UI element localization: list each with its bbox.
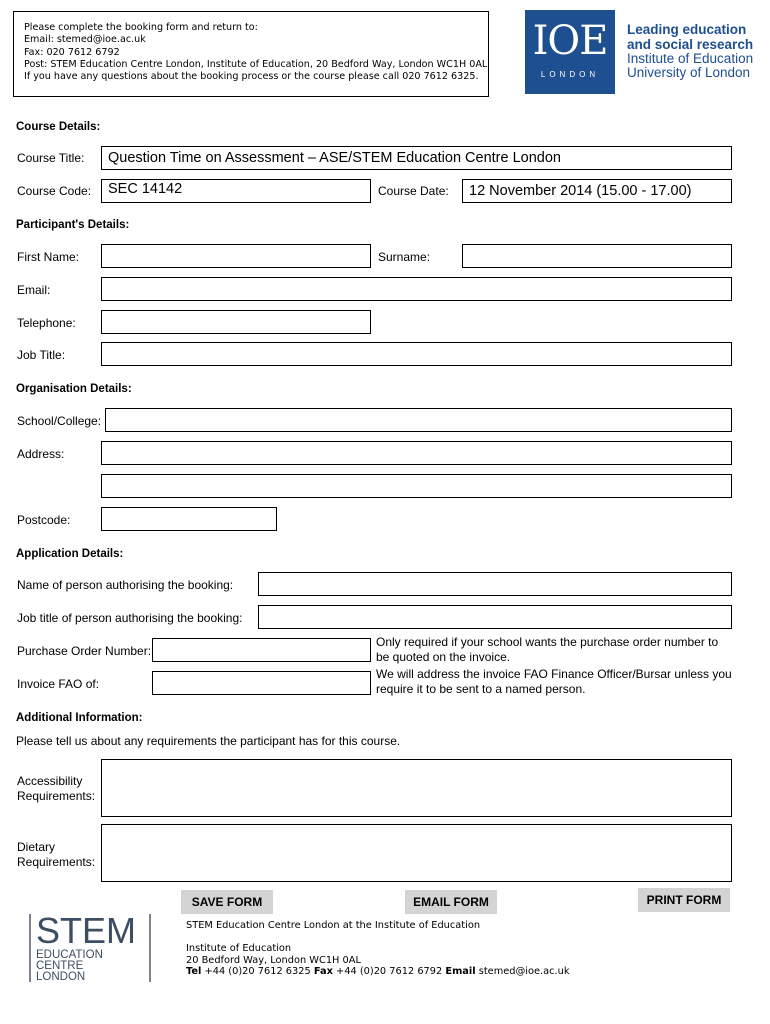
invoice-fao-note-line2: require it to be sent to a named person. (376, 682, 586, 696)
telephone-label: Telephone: (17, 316, 76, 330)
course-details-heading: Course Details: (16, 121, 101, 133)
print-form-button[interactable]: PRINT FORM (638, 888, 730, 912)
instructions-fax: Fax: 020 7612 6792 (24, 46, 120, 58)
postcode-label: Postcode: (17, 513, 71, 527)
dietary-label-line2: Requirements: (17, 855, 96, 869)
ioe-institution-name (627, 52, 753, 80)
stem-logo-line3: LONDON (36, 971, 86, 983)
ioe-tagline-line1: Leading education (627, 22, 747, 37)
ioe-tagline-line2: and social research (627, 37, 754, 52)
first-name-field[interactable] (101, 244, 371, 268)
instructions-email: Email: stemed@ioe.ac.uk (24, 34, 146, 46)
footer-fax-label: Fax (313, 966, 333, 977)
participant-details-heading: Participant's Details: (16, 219, 130, 231)
instructions-phone: If you have any questions about the booking process or the course please call 020 7612 6325. (24, 71, 479, 83)
ioe-name-line1: Institute of Education (627, 51, 754, 66)
telephone-field[interactable] (101, 310, 371, 334)
invoice-fao-note-line1: We will address the invoice FAO Finance Officer/Bursar unless you (376, 667, 732, 681)
course-title-field[interactable] (101, 146, 732, 170)
authoriser-job-label: Job title of person authorising the booking: (17, 611, 243, 625)
footer-address-line1: Institute of Education (186, 943, 292, 954)
course-date-label: Course Date: (378, 184, 449, 198)
instructions-line: Please complete the booking form and return to: (24, 22, 258, 33)
ioe-logo-letters: IOE (532, 18, 608, 64)
dietary-label (17, 840, 95, 870)
accessibility-label-line1: Accessibility (17, 774, 83, 788)
instructions-post: Post: STEM Education Centre London, Institute of Education, 20 Bedford Way, London WC1H 0AL (24, 58, 488, 70)
invoice-fao-note (376, 667, 732, 697)
job-title-label: Job Title: (17, 348, 66, 362)
stem-logo-subtitle (36, 950, 103, 983)
ioe-logo (525, 10, 615, 94)
authoriser-name-field[interactable] (258, 572, 732, 596)
accessibility-label (17, 774, 95, 804)
organisation-details-heading: Organisation Details: (16, 383, 132, 395)
purchase-order-note (376, 635, 718, 665)
stem-logo-left-rule (29, 914, 31, 982)
invoice-fao-label: Invoice FAO of: (17, 677, 100, 691)
address-field-line1[interactable] (101, 441, 732, 465)
email-form-button[interactable]: EMAIL FORM (405, 890, 497, 914)
course-code-field[interactable] (101, 179, 371, 203)
authoriser-name-label: Name of person authorising the booking: (17, 578, 234, 592)
authoriser-job-field[interactable] (258, 605, 732, 629)
email-field[interactable] (101, 277, 732, 301)
accessibility-label-line2: Requirements: (17, 789, 96, 803)
stem-logo-line2: CENTRE (36, 960, 84, 972)
save-form-button[interactable]: SAVE FORM (181, 890, 273, 914)
course-title-label: Course Title: (17, 151, 85, 165)
dietary-label-line1: Dietary (17, 840, 56, 854)
purchase-order-note-line1: Only required if your school wants the purchase order number to (376, 635, 719, 649)
stem-logo-wordmark: STEM (36, 910, 137, 951)
footer-tel-label: Tel (186, 966, 202, 977)
surname-label: Surname: (378, 250, 431, 264)
school-field[interactable] (105, 408, 732, 432)
footer-fax-value: +44 (0)20 7612 6792 (332, 966, 446, 977)
course-title-value: Question Time on Assessment – ASE/STEM Education Centre London (108, 150, 561, 166)
address-label: Address: (17, 447, 65, 461)
application-details-heading: Application Details: (16, 548, 124, 560)
stem-logo-right-rule (149, 914, 151, 982)
additional-info-heading: Additional Information: (16, 712, 143, 724)
ioe-tagline (627, 22, 753, 52)
instructions-box (13, 11, 489, 97)
course-code-label: Course Code: (17, 184, 92, 198)
footer-tel-value: +44 (0)20 7612 6325 (201, 966, 314, 977)
purchase-order-note-line2: be quoted on the invoice. (376, 650, 511, 664)
course-date-value: 12 November 2014 (15.00 - 17.00) (469, 183, 692, 199)
first-name-label: First Name: (17, 250, 80, 264)
ioe-logo-city: LONDON (540, 70, 600, 79)
address-field-line2[interactable] (101, 474, 732, 498)
stem-logo-line1: EDUCATION (36, 949, 103, 961)
ioe-name-line2: University of London (627, 65, 751, 80)
footer-email-label: Email (445, 966, 476, 977)
purchase-order-field[interactable] (152, 638, 371, 662)
course-code-value: SEC 14142 (108, 181, 183, 197)
postcode-field[interactable] (101, 507, 277, 531)
course-date-field[interactable] (462, 179, 732, 203)
email-label: Email: (17, 283, 51, 297)
school-label: School/College: (17, 414, 102, 428)
invoice-fao-field[interactable] (152, 671, 371, 695)
purchase-order-label: Purchase Order Number: (17, 644, 152, 658)
surname-field[interactable] (462, 244, 732, 268)
additional-info-intro: Please tell us about any requirements the participant has for this course. (16, 734, 401, 748)
footer-contact (186, 966, 570, 978)
job-title-field[interactable] (101, 342, 732, 366)
accessibility-field[interactable] (101, 759, 732, 817)
footer-email-value: stemed@ioe.ac.uk (475, 966, 570, 977)
dietary-field[interactable] (101, 824, 732, 882)
footer-tagline: STEM Education Centre London at the Institute of Education (186, 920, 481, 931)
footer-address (186, 943, 570, 978)
footer-address-line2: 20 Bedford Way, London WC1H 0AL (186, 954, 361, 966)
